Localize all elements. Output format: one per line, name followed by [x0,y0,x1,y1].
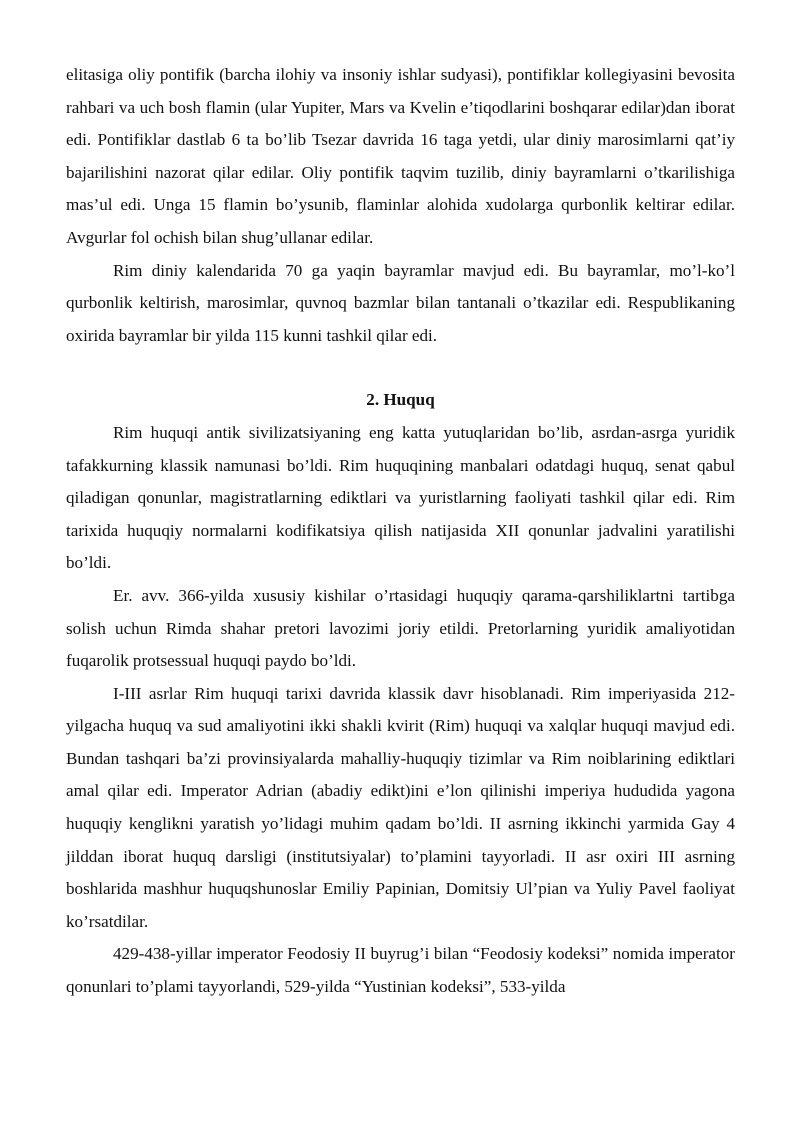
paragraph-religious-calendar: Rim diniy kalendarida 70 ga yaqin bayramlar mavjud edi. Bu bayramlar, mo’l-ko’l qurbonlik keltirish, marosimlar, quvnoq bazmlar bilan tantanali o’tkazilar edi. Respublikaning oxirida bayramlar bir yilda 115 kunni tashkil qilar edi. [66,260,735,345]
section-heading-law: 2. Huquq [366,390,435,410]
paragraph-pontifex-college: elitasiga oliy pontifik (barcha ilohiy va insoniy ishlar sudyasi), pontifiklar kollegiyasini bevosita rahbari va uch bosh flamin (ular Yupiter, Mars va Kvelin e’tiqodlarini boshqarar edilar)dan iborat edi. Pontifiklar dastlab 6 ta bo’lib Tsezar davrida 16 taga yetdi, ular diniy marosimlarni qat’iy bajarilishini nazorat qilar edilar. Oliy pontifik taqvim tuzilib, diniy bayramlarni o’tkarilishiga mas’ul edi. Unga 15 flamin bo’ysunib, flaminlar alohida xudolarga qurbonlik keltirar edilar. Avgurlar fol ochish bilan shug’ullanar edilar. [66,65,735,247]
paragraph-codification: 429-438-yillar imperator Feodosiy II buyrug’i bilan “Feodosiy kodeksi” nomida imperator qonunlari to’plami tayyorlandi, 529-yilda “Yustinian kodeksi”, 533-yilda [66,944,735,997]
document-page [66,59,735,1004]
paragraph-classical-period: I-III asrlar Rim huquqi tarixi davrida klassik davr hisoblanadi. Rim imperiyasida 212-yilgacha huquq va sud amaliyotini ikki shakli kvirit (Rim) huquqi va xalqlar huquqi mavjud edi. Bundan tashqari ba’zi provinsiyalarda mahalliy-huquqiy tizimlar va Rim noiblarining ediktlari amal qilar edi. Imperator Adrian (abadiy edikt)ini e’lon qilinishi imperiya hududida yagona huquqiy kenglikni yaratish yo’lidagi muhim qadam bo’ldi. II asrning ikkinchi yarmida Gay 4 jilddan iborat huquq darsligi (institutsiyalar) to’plamini tayyorladi. II asr oxiri III asrning boshlarida mashhur huquqshunoslar Emiliy Papinian, Domitsiy Ul’pian va Yuliy Pavel faoliyat ko’rsatdilar. [66,683,735,931]
paragraph-roman-law-intro: Rim huquqi antik sivilizatsiyaning eng katta yutuqlaridan bo’lib, asrdan-asrga yuridik tafakkurning klassik namunasi bo’ldi. Rim huquqining manbalari odatdagi huquq, senat qabul qiladigan qonunlar, magistratlarning ediktlari va yuristlarning faoliyati tashkil qilar edi. Rim tarixida huquqiy normalarni kodifikatsiya qilish natijasida XII qonunlar jadvalini yaratilishi bo’ldi. [66,422,735,573]
paragraph-praetor-office: Er. avv. 366-yilda xususiy kishilar o’rtasidagi huquqiy qarama-qarshiliklartni tartibga solish uchun Rimda shahar pretori lavozimi joriy etildi. Pretorlarning yuridik amaliyotidan fuqarolik protsessual huquqi paydo bo’ldi. [66,585,735,671]
